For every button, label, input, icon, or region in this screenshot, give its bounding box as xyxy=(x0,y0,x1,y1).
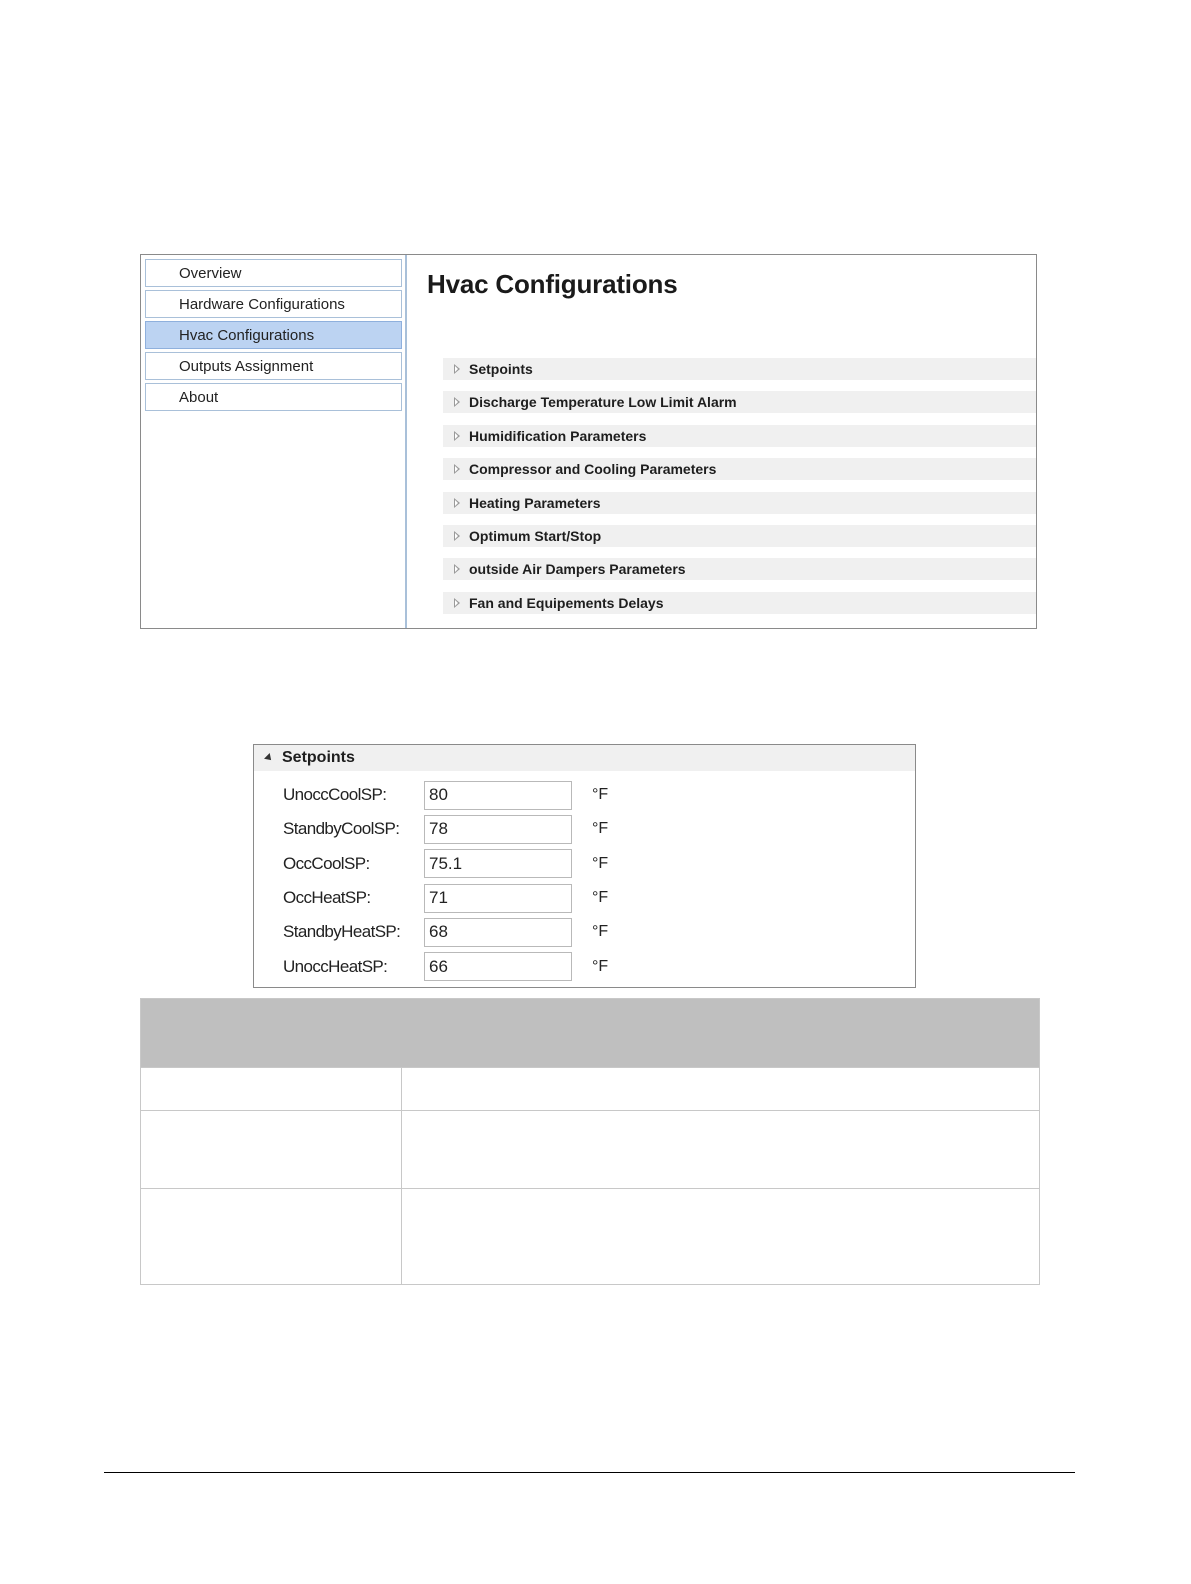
expand-arrow-icon xyxy=(454,431,460,441)
expand-arrow-icon xyxy=(454,564,460,574)
section-heating-parameters[interactable] xyxy=(443,492,1036,514)
section-label: Heating Parameters xyxy=(469,494,601,511)
table-cell xyxy=(141,1111,402,1189)
unocc-heat-sp-input[interactable] xyxy=(424,952,572,981)
standby-cool-sp-input[interactable] xyxy=(424,815,572,844)
sidebar-item-overview[interactable]: Overview xyxy=(145,259,402,287)
setpoint-label: OccCoolSP: xyxy=(283,853,370,873)
expand-arrow-icon xyxy=(454,531,460,541)
section-label: outside Air Dampers Parameters xyxy=(469,561,686,578)
standby-heat-sp-input[interactable] xyxy=(424,918,572,947)
setpoint-label: UnoccHeatSP: xyxy=(283,956,388,976)
table-row xyxy=(141,1189,1040,1285)
table-cell xyxy=(141,1068,402,1111)
setpoints-rows xyxy=(254,778,915,984)
expand-arrow-icon xyxy=(454,364,460,374)
occ-cool-sp-input[interactable] xyxy=(424,849,572,878)
expand-arrow-icon xyxy=(454,464,460,474)
section-label: Compressor and Cooling Parameters xyxy=(469,461,717,478)
unit-label: °F xyxy=(592,786,609,804)
table-cell xyxy=(402,1189,1040,1285)
setpoint-row-occ-cool xyxy=(254,847,915,881)
table-row xyxy=(141,1111,1040,1189)
setpoint-label: StandbyHeatSP: xyxy=(283,922,401,942)
setpoint-label: OccHeatSP: xyxy=(283,888,371,908)
section-compressor-and-cooling-parameters[interactable] xyxy=(443,458,1036,480)
setpoint-row-unocc-heat xyxy=(254,949,915,983)
unit-label: °F xyxy=(592,923,609,941)
setpoints-panel xyxy=(253,744,916,988)
table-cell xyxy=(402,1068,1040,1111)
setpoint-label: StandbyCoolSP: xyxy=(283,819,400,839)
setpoint-row-standby-cool xyxy=(254,812,915,846)
section-label: Setpoints xyxy=(469,361,533,377)
expand-arrow-icon xyxy=(454,397,460,407)
section-optimum-start-stop[interactable] xyxy=(443,525,1036,547)
occ-heat-sp-input[interactable] xyxy=(424,884,572,913)
table-cell xyxy=(402,1111,1040,1189)
setpoint-row-unocc-cool xyxy=(254,778,915,812)
table-cell xyxy=(141,1189,402,1285)
unit-label: °F xyxy=(592,820,609,838)
unocc-cool-sp-input[interactable] xyxy=(424,781,572,810)
expand-arrow-icon xyxy=(454,598,460,608)
section-label: Fan and Equipements Delays xyxy=(469,594,664,611)
sidebar xyxy=(141,255,407,628)
setpoints-title: Setpoints xyxy=(282,749,355,766)
section-label: Discharge Temperature Low Limit Alarm xyxy=(469,394,737,411)
section-label: Optimum Start/Stop xyxy=(469,527,602,544)
sidebar-item-outputs-assignment[interactable]: Outputs Assignment xyxy=(145,352,402,380)
main-panel xyxy=(407,255,1036,628)
section-setpoints[interactable] xyxy=(443,358,1036,380)
section-label: Humidification Parameters xyxy=(469,427,647,444)
unit-label: °F xyxy=(592,854,609,872)
section-outside-air-dampers-parameters[interactable] xyxy=(443,558,1036,580)
document-table xyxy=(140,998,1040,1285)
sidebar-item-hvac-configurations[interactable]: Hvac Configurations xyxy=(145,321,402,349)
setpoint-row-occ-heat xyxy=(254,881,915,915)
setpoint-row-standby-heat xyxy=(254,915,915,949)
section-list xyxy=(443,358,1036,625)
page-title: Hvac Configurations xyxy=(427,269,678,299)
sidebar-item-about[interactable]: About xyxy=(145,383,402,411)
expand-arrow-icon xyxy=(454,498,460,508)
table-header xyxy=(141,999,1040,1068)
table-row xyxy=(141,1068,1040,1111)
setpoints-header[interactable] xyxy=(254,745,915,771)
collapse-arrow-icon xyxy=(264,753,274,763)
footer-divider xyxy=(104,1472,1075,1473)
section-discharge-temperature-low-limit-alarm[interactable] xyxy=(443,391,1036,413)
sidebar-item-hardware-configurations[interactable]: Hardware Configurations xyxy=(145,290,402,318)
unit-label: °F xyxy=(592,889,609,907)
section-humidification-parameters[interactable] xyxy=(443,425,1036,447)
unit-label: °F xyxy=(592,957,609,975)
setpoint-label: UnoccCoolSP: xyxy=(283,785,387,805)
section-fan-and-equipements-delays[interactable] xyxy=(443,592,1036,614)
hvac-config-window xyxy=(140,254,1037,629)
